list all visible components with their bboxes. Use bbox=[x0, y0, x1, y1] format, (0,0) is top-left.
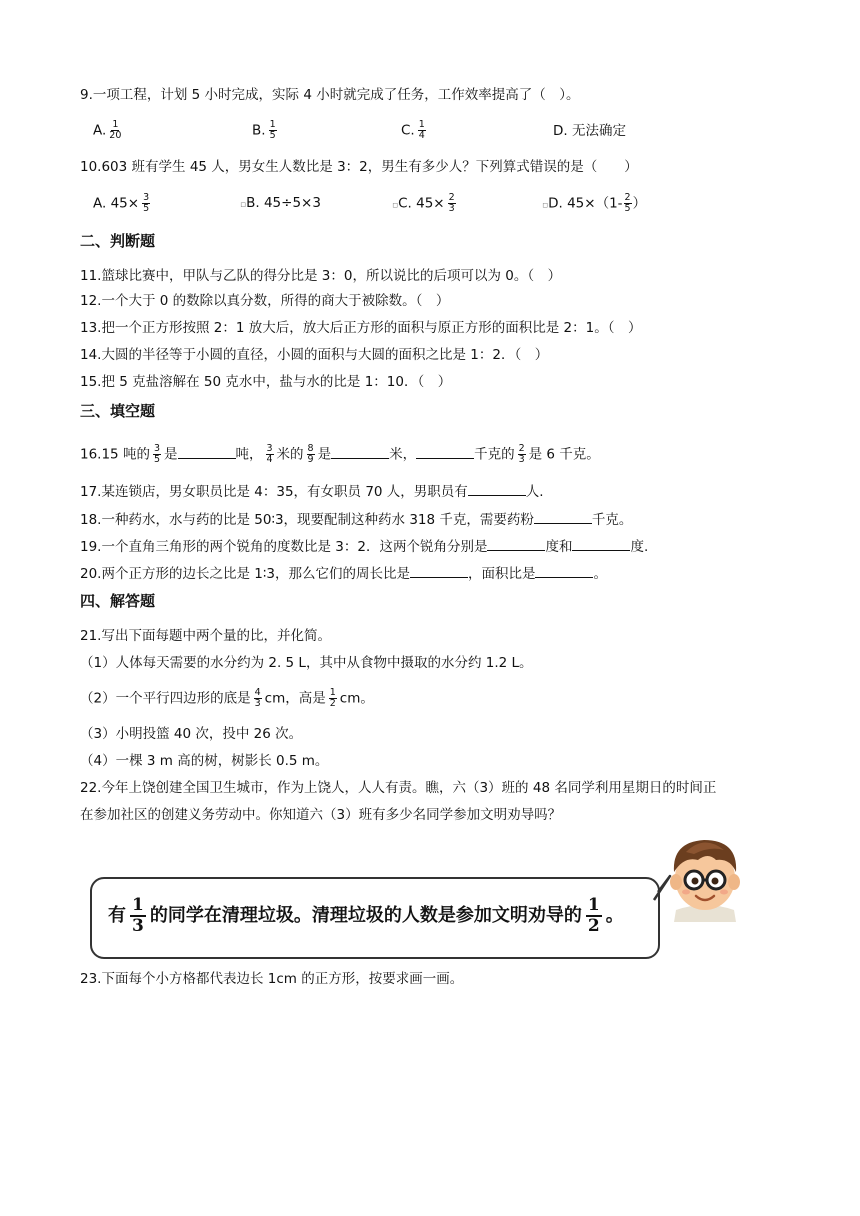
fraction: $\frac{1}{4}$ bbox=[418, 119, 425, 141]
q16: 16.15 吨的 $\frac{3}{5}$ 是 吨， $\frac{3}{4}$ 米的 $\frac{8}{9}$ 是 米， 千克的 $\frac{2}{3}$ 是 6 千克。 bbox=[80, 443, 600, 465]
answer-blank[interactable] bbox=[178, 446, 236, 459]
fraction: $\frac{1}{20}$ bbox=[109, 119, 122, 141]
answer-blank[interactable] bbox=[410, 565, 468, 578]
q17: 17.某连锁店，男女职员比是 4：35，有女职员 70 人，男职员有 人. bbox=[80, 484, 544, 500]
q21-sub4: （4）一棵 3 m 高的树，树影长 0.5 m。 bbox=[80, 753, 329, 769]
fraction: $\frac{1}{2}$ bbox=[587, 895, 600, 936]
fraction: $\frac{2}{5}$ bbox=[624, 192, 631, 214]
q22-line1: 22.今年上饶创建全国卫生城市，作为上饶人，人人有责。瞧，六（3）班的 48 名同学利用星期日的时间正 bbox=[80, 780, 717, 796]
fraction: $\frac{1}{3}$ bbox=[132, 895, 144, 936]
fraction: $\frac{3}{5}$ bbox=[143, 192, 150, 214]
q21-sub3: （3）小明投篮 40 次，投中 26 次。 bbox=[80, 726, 303, 742]
q10-option-b: ▫B. 45÷5×3 bbox=[240, 195, 321, 211]
q20: 20.两个正方形的边长之比是 1∶3，那么它们的周长比是 ，面积比是 。 bbox=[80, 566, 607, 582]
q11: 11.篮球比赛中，甲队与乙队的得分比是 3：0，所以说比的后项可以为 0。（ ） bbox=[80, 268, 562, 284]
fraction: $\frac{3}{5}$ bbox=[153, 443, 160, 465]
q9-option-a: A. $\frac{1}{20}$ bbox=[93, 119, 122, 141]
q9-option-b: B. $\frac{1}{5}$ bbox=[252, 119, 276, 141]
fraction: $\frac{2}{3}$ bbox=[518, 443, 525, 465]
fraction: $\frac{1}{5}$ bbox=[269, 119, 276, 141]
q12: 12.一个大于 0 的数除以真分数，所得的商大于被除数。（ ） bbox=[80, 293, 450, 309]
fraction: $\frac{4}{3}$ bbox=[254, 687, 261, 709]
q14: 14.大圆的半径等于小圆的直径，小圆的面积与大圆的面积之比是 1：2．（ ） bbox=[80, 347, 549, 363]
q18: 18.一种药水，水与药的比是 50∶3，现要配制这种药水 318 千克，需要药粉 千克。 bbox=[80, 512, 633, 528]
section-heading-judgment: 二、判断题 bbox=[80, 232, 156, 250]
fraction: $\frac{1}{2}$ bbox=[329, 687, 336, 709]
q10-option-d: ▫D. 45×（1- $\frac{2}{5}$ ） bbox=[542, 192, 647, 214]
q23: 23.下面每个小方格都代表边长 1cm 的正方形，按要求画一画。 bbox=[80, 971, 464, 987]
answer-blank[interactable] bbox=[535, 565, 593, 578]
answer-blank[interactable] bbox=[572, 538, 630, 551]
q21-stem: 21.写出下面每题中两个量的比，并化简。 bbox=[80, 628, 331, 644]
answer-blank[interactable] bbox=[534, 511, 592, 524]
cartoon-boy-illustration bbox=[664, 830, 746, 922]
q22-line2: 在参加社区的创建义务劳动中。你知道六（3）班有多少名同学参加文明劝导吗？ bbox=[80, 807, 562, 823]
q19: 19.一个直角三角形的两个锐角的度数比是 3：2．这两个锐角分别是 度和 度. bbox=[80, 539, 649, 555]
section-heading-fill: 三、填空题 bbox=[80, 402, 156, 420]
q15: 15.把 5 克盐溶解在 50 克水中，盐与水的比是 1：10．（ ） bbox=[80, 374, 452, 390]
answer-blank[interactable] bbox=[487, 538, 545, 551]
q21-sub1: （1）人体每天需要的水分约为 2. 5 L，其中从食物中摄取的水分约 1.2 L。 bbox=[80, 655, 533, 671]
q9-stem: 9.一项工程，计划 5 小时完成，实际 4 小时就完成了任务，工作效率提高了（ ）。 bbox=[80, 87, 580, 103]
section-heading-solve: 四、解答题 bbox=[80, 592, 156, 610]
speech-bubble-text: 有 $\frac{1}{3}$ 的同学在清理垃圾。清理垃圾的人数是参加文明劝导的 $\frac{1}{2}$ 。 bbox=[108, 895, 624, 936]
fraction: $\frac{3}{4}$ bbox=[266, 443, 273, 465]
answer-blank[interactable] bbox=[331, 446, 389, 459]
q13: 13.把一个正方形按照 2：1 放大后，放大后正方形的面积与原正方形的面积比是 2：1。（ ） bbox=[80, 320, 642, 336]
q10-option-c: ▫C. 45× $\frac{2}{3}$ bbox=[392, 192, 455, 214]
fraction: $\frac{2}{3}$ bbox=[448, 192, 455, 214]
q9-option-c: C. $\frac{1}{4}$ bbox=[401, 119, 425, 141]
fraction: $\frac{8}{9}$ bbox=[307, 443, 314, 465]
answer-blank[interactable] bbox=[468, 483, 526, 496]
q9-option-d: D. 无法确定 bbox=[553, 123, 626, 139]
q21-sub2: （2）一个平行四边形的底是 $\frac{4}{3}$ cm，高是 $\frac{1}{2}$ cm。 bbox=[80, 687, 374, 709]
q10-stem: 10.603 班有学生 45 人，男女生人数比是 3：2，男生有多少人？下列算式错误的是（ ） bbox=[80, 159, 638, 175]
q10-option-a: A. 45× $\frac{3}{5}$ bbox=[93, 192, 150, 214]
answer-blank[interactable] bbox=[416, 446, 474, 459]
